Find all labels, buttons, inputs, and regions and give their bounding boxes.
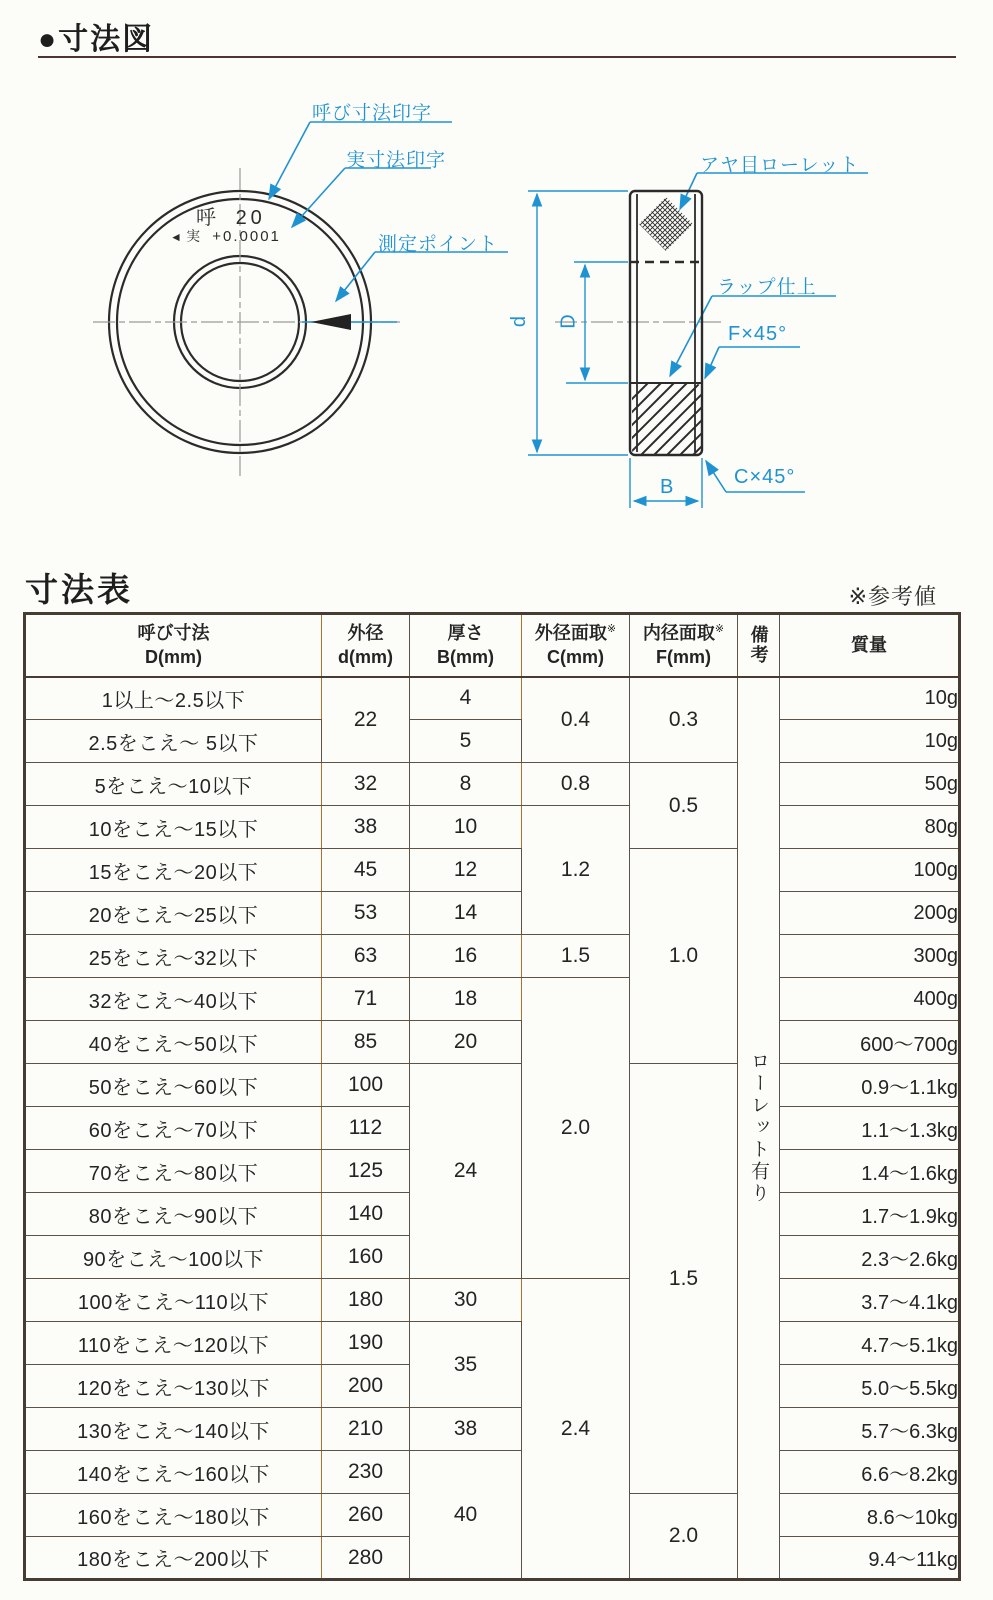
- nominal-print-value: 20: [235, 207, 266, 229]
- label-dim-bore: D: [557, 314, 580, 329]
- b-cell: 10: [410, 806, 522, 849]
- range-cell: 40をこえ～50以下: [25, 1021, 322, 1064]
- mass-cell: 6.6～8.2kg: [780, 1451, 960, 1494]
- range-cell: 25をこえ～32以下: [25, 935, 322, 978]
- d-cell: 260: [322, 1494, 410, 1537]
- range-cell: 32をこえ～40以下: [25, 978, 322, 1021]
- header-remarks: 備考: [738, 614, 780, 677]
- mass-cell: 8.6～10kg: [780, 1494, 960, 1537]
- range-cell: 2.5をこえ～ 5以下: [25, 720, 322, 763]
- range-cell: 60をこえ～70以下: [25, 1107, 322, 1150]
- table-row: [25, 892, 960, 935]
- header-nominal-size: 呼び寸法 D(mm): [25, 614, 322, 677]
- actual-print-label: 実: [186, 228, 201, 244]
- page-title: ●寸法図: [38, 23, 155, 56]
- c-cell: 1.5: [522, 935, 630, 978]
- header-mass: 質量: [780, 614, 960, 677]
- b-cell: 12: [410, 849, 522, 892]
- range-cell: 20をこえ～25以下: [25, 892, 322, 935]
- f-cell: 1.5: [630, 1064, 738, 1494]
- range-cell: 50をこえ～60以下: [25, 1064, 322, 1107]
- mass-cell: 100g: [780, 849, 960, 892]
- b-cell: 35: [410, 1322, 522, 1408]
- range-cell: 120をこえ～130以下: [25, 1365, 322, 1408]
- range-cell: 140をこえ～160以下: [25, 1451, 322, 1494]
- range-cell: 1以上～2.5以下: [25, 677, 322, 720]
- mass-cell: 1.7～1.9kg: [780, 1193, 960, 1236]
- mass-cell: 300g: [780, 935, 960, 978]
- d-cell: 71: [322, 978, 410, 1021]
- remark-cell: ローレット有り: [738, 677, 780, 1580]
- header-thickness: 厚さ B(mm): [410, 614, 522, 677]
- d-cell: 160: [322, 1236, 410, 1279]
- diagram-linework: [0, 0, 993, 555]
- label-measuring-point: 測定ポイント: [378, 234, 499, 255]
- section-hatching: [575, 382, 766, 456]
- actual-print: [170, 226, 281, 246]
- header-outer-chamfer: 外径面取※ C(mm): [522, 614, 630, 677]
- table-row: [25, 978, 960, 1021]
- header-outer-dia: 外径 d(mm): [322, 614, 410, 677]
- d-cell: 32: [322, 763, 410, 806]
- c-cell: 2.4: [522, 1279, 630, 1580]
- d-cell: 230: [322, 1451, 410, 1494]
- mass-cell: 3.7～4.1kg: [780, 1279, 960, 1322]
- mass-cell: 400g: [780, 978, 960, 1021]
- label-c-chamfer: C×45°: [734, 466, 796, 488]
- range-cell: 110をこえ～120以下: [25, 1322, 322, 1365]
- label-f-chamfer: F×45°: [728, 323, 788, 345]
- d-cell: 100: [322, 1064, 410, 1107]
- mass-cell: 5.0～5.5kg: [780, 1365, 960, 1408]
- b-cell: 40: [410, 1451, 522, 1580]
- table-row: [25, 677, 960, 720]
- f-cell: 0.5: [630, 763, 738, 849]
- d-cell: 180: [322, 1279, 410, 1322]
- c-cell: 1.2: [522, 806, 630, 935]
- table-row: [25, 849, 960, 892]
- mass-cell: 4.7～5.1kg: [780, 1322, 960, 1365]
- range-cell: 100をこえ～110以下: [25, 1279, 322, 1322]
- mass-cell: 1.1～1.3kg: [780, 1107, 960, 1150]
- mass-cell: 5.7～6.3kg: [780, 1408, 960, 1451]
- d-cell: 140: [322, 1193, 410, 1236]
- range-cell: 160をこえ～180以下: [25, 1494, 322, 1537]
- table-title: 寸法表: [25, 571, 133, 608]
- c-cell: 2.0: [522, 978, 630, 1279]
- range-cell: 180をこえ～200以下: [25, 1537, 322, 1580]
- table-row: [25, 806, 960, 849]
- leader-lines: [269, 122, 868, 492]
- table-row: [25, 935, 960, 978]
- b-cell: 4: [410, 677, 522, 720]
- f-cell: 2.0: [630, 1494, 738, 1580]
- table-row: [25, 1021, 960, 1064]
- range-cell: 70をこえ～80以下: [25, 1150, 322, 1193]
- actual-print-value: +0.0001: [212, 228, 281, 245]
- dimension-table: [23, 612, 961, 1581]
- b-cell: 8: [410, 763, 522, 806]
- d-cell: 190: [322, 1322, 410, 1365]
- f-cell: 1.0: [630, 849, 738, 1064]
- knurl-patch: [639, 197, 693, 251]
- range-cell: 130をこえ～140以下: [25, 1408, 322, 1451]
- b-cell: 5: [410, 720, 522, 763]
- d-cell: 63: [322, 935, 410, 978]
- table-row: [25, 1408, 960, 1451]
- label-lap-finish: ラップ仕上: [717, 277, 817, 298]
- mass-cell: 80g: [780, 806, 960, 849]
- center-lines: [93, 168, 723, 476]
- header-inner-chamfer: 内径面取※ F(mm): [630, 614, 738, 677]
- table-row: [25, 1451, 960, 1494]
- header-row: [25, 614, 960, 677]
- mass-cell: 0.9～1.1kg: [780, 1064, 960, 1107]
- range-cell: 15をこえ～20以下: [25, 849, 322, 892]
- table-row: [25, 1322, 960, 1365]
- range-cell: 5をこえ～10以下: [25, 763, 322, 806]
- b-cell: 24: [410, 1064, 522, 1279]
- b-cell: 18: [410, 978, 522, 1021]
- c-cell: 0.8: [522, 763, 630, 806]
- dimension-diagram: [0, 0, 993, 555]
- d-cell: 112: [322, 1107, 410, 1150]
- nominal-print-label: 呼: [196, 207, 216, 229]
- range-cell: 90をこえ～100以下: [25, 1236, 322, 1279]
- mass-cell: 1.4～1.6kg: [780, 1150, 960, 1193]
- table-row: [25, 720, 960, 763]
- mass-cell: 10g: [780, 720, 960, 763]
- label-dim-width: B: [660, 476, 674, 498]
- reference-note: ※参考値: [848, 584, 937, 609]
- d-cell: 22: [322, 677, 410, 763]
- label-dim-outer: d: [508, 315, 531, 328]
- mass-cell: 600～700g: [780, 1021, 960, 1064]
- c-cell: 0.4: [522, 677, 630, 763]
- d-cell: 200: [322, 1365, 410, 1408]
- label-actual-size-print: 実寸法印字: [346, 150, 447, 171]
- d-cell: 53: [322, 892, 410, 935]
- mass-cell: 10g: [780, 677, 960, 720]
- b-cell: 16: [410, 935, 522, 978]
- mass-cell: 200g: [780, 892, 960, 935]
- d-cell: 85: [322, 1021, 410, 1064]
- mass-cell: 2.3～2.6kg: [780, 1236, 960, 1279]
- mass-cell: 9.4～11kg: [780, 1537, 960, 1580]
- table-row: [25, 763, 960, 806]
- label-knurl: アヤ目ローレット: [700, 155, 860, 176]
- f-cell: 0.3: [630, 677, 738, 763]
- label-nominal-size-print: 呼び寸法印字: [312, 103, 433, 124]
- b-cell: 20: [410, 1021, 522, 1064]
- measuring-point-triangle-icon: [311, 314, 351, 330]
- range-cell: 80をこえ～90以下: [25, 1193, 322, 1236]
- table-row: [25, 1279, 960, 1322]
- range-cell: 10をこえ～15以下: [25, 806, 322, 849]
- mass-cell: 50g: [780, 763, 960, 806]
- d-cell: 125: [322, 1150, 410, 1193]
- d-cell: 210: [322, 1408, 410, 1451]
- table-row: [25, 1064, 960, 1107]
- actual-print-marker-icon: ◄: [170, 230, 182, 244]
- d-cell: 38: [322, 806, 410, 849]
- d-cell: 45: [322, 849, 410, 892]
- b-cell: 14: [410, 892, 522, 935]
- d-cell: 280: [322, 1537, 410, 1580]
- b-cell: 30: [410, 1279, 522, 1322]
- b-cell: 38: [410, 1408, 522, 1451]
